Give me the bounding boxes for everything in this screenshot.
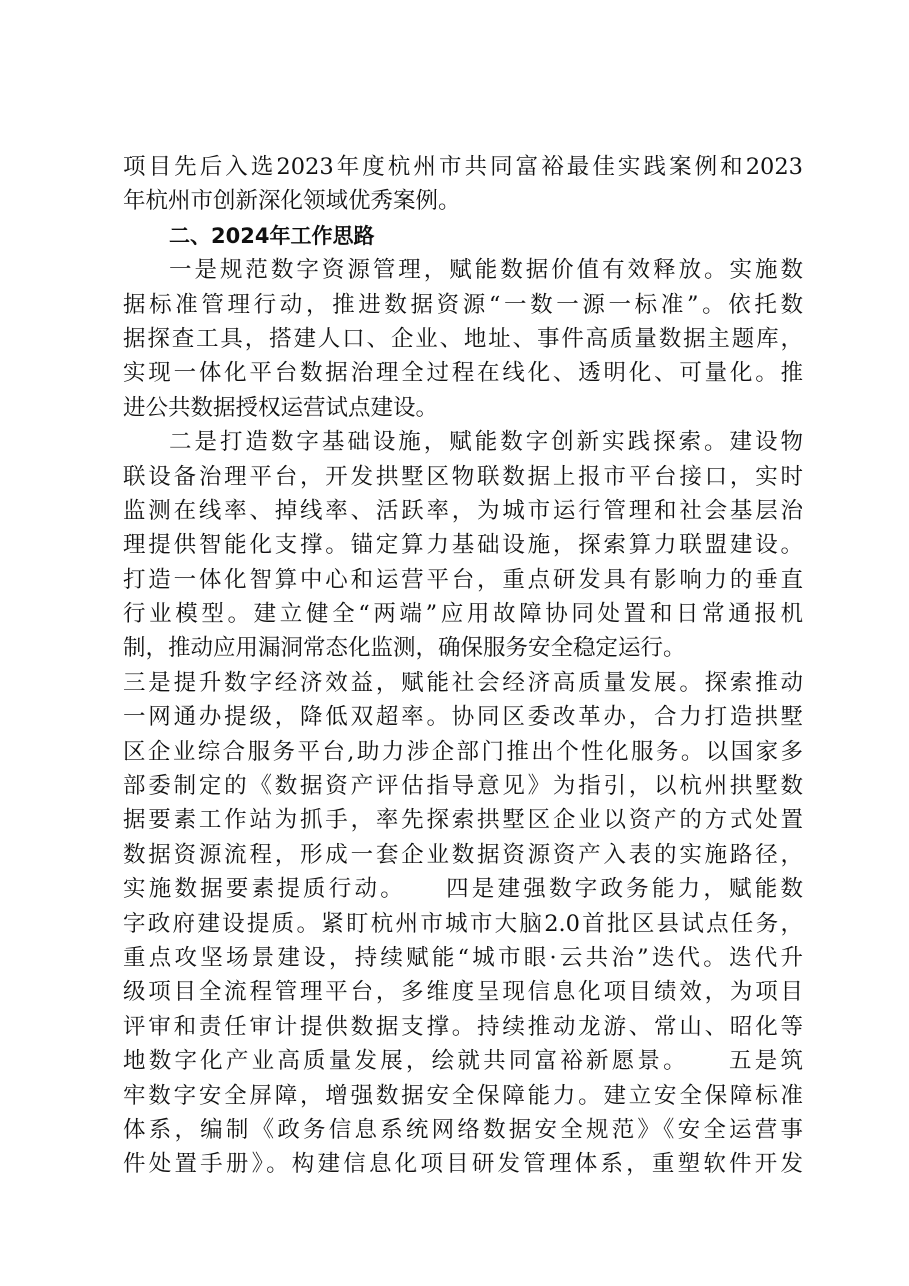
- text-line: 制，推动应用漏洞常态化监测，确保服务安全稳定运行。: [123, 635, 686, 662]
- text-line: 年杭州市创新深化领域优秀案例。: [123, 188, 461, 215]
- text-line: 重点攻坚场景建设，持续赋能“城市眼·云共治”迭代。迭代升: [123, 944, 803, 971]
- section-heading: 二、2024年工作思路: [169, 223, 375, 248]
- text-line: 项目先后入选2023年度杭州市共同富裕最佳实践案例和2023: [123, 154, 803, 180]
- text-line: 三是提升数字经济效益，赋能社会经济高质量发展。探索推动: [123, 669, 803, 696]
- text-line: 牢数字安全屏障，增强数据安全保障能力。建立安全保障标准: [123, 1082, 803, 1109]
- text-line: 地数字化产业高质量发展，绘就共同富裕新愿景。 五是筑: [123, 1048, 803, 1075]
- text-line: 联设备治理平台，开发拱墅区物联数据上报市平台接口，实时: [123, 463, 803, 490]
- text-line: 评审和责任审计提供数据支撑。持续推动龙游、常山、昭化等: [123, 1013, 803, 1040]
- text-line: 据标准管理行动，推进数据资源“一数一源一标准”。依托数: [123, 291, 803, 318]
- text-line: 一是规范数字资源管理，赋能数据价值有效释放。实施数: [169, 257, 803, 284]
- text-line: 据探查工具，搭建人口、企业、地址、事件高质量数据主题库，: [123, 325, 803, 352]
- text-line: 打造一体化智算中心和运营平台，重点研发具有影响力的垂直: [123, 566, 803, 593]
- text-line: 数据资源流程，形成一套企业数据资源资产入表的实施路径，: [123, 841, 803, 868]
- text-line: 实施数据要素提质行动。 四是建强数字政务能力，赋能数: [123, 876, 803, 903]
- text-line: 级项目全流程管理平台，多维度呈现信息化项目绩效，为项目: [123, 979, 803, 1006]
- text-line: 监测在线率、掉线率、活跃率，为城市运行管理和社会基层治: [123, 497, 803, 524]
- body-text: [123, 150, 803, 1182]
- text-line: 行业模型。建立健全“两端”应用故障协同处置和日常通报机: [123, 601, 803, 628]
- text-line: 实现一体化平台数据治理全过程在线化、透明化、可量化。推: [123, 360, 803, 387]
- text-line: 部委制定的《数据资产评估指导意见》为指引，以杭州拱墅数: [123, 773, 803, 800]
- text-line: 进公共数据授权运营试点建设。: [123, 394, 439, 421]
- text-line: 字政府建设提质。紧盯杭州市城市大脑2.0首批区县试点任务，: [123, 910, 803, 937]
- text-line: 体系，编制《政务信息系统网络数据安全规范》《安全运营事: [123, 1116, 803, 1143]
- text-line: 二是打造数字基础设施，赋能数字创新实践探索。建设物: [169, 429, 803, 456]
- text-line: 件处置手册》。构建信息化项目研发管理体系，重塑软件开发: [123, 1151, 803, 1178]
- text-line: 据要素工作站为抓手，率先探索拱墅区企业以资产的方式处置: [123, 807, 803, 834]
- text-line: 一网通办提级，降低双超率。协同区委改革办，合力打造拱墅: [123, 704, 803, 731]
- text-line: 区企业综合服务平台,助力涉企部门推出个性化服务。以国家多: [123, 738, 803, 765]
- text-line: 理提供智能化支撑。锚定算力基础设施，探索算力联盟建设。: [123, 532, 803, 559]
